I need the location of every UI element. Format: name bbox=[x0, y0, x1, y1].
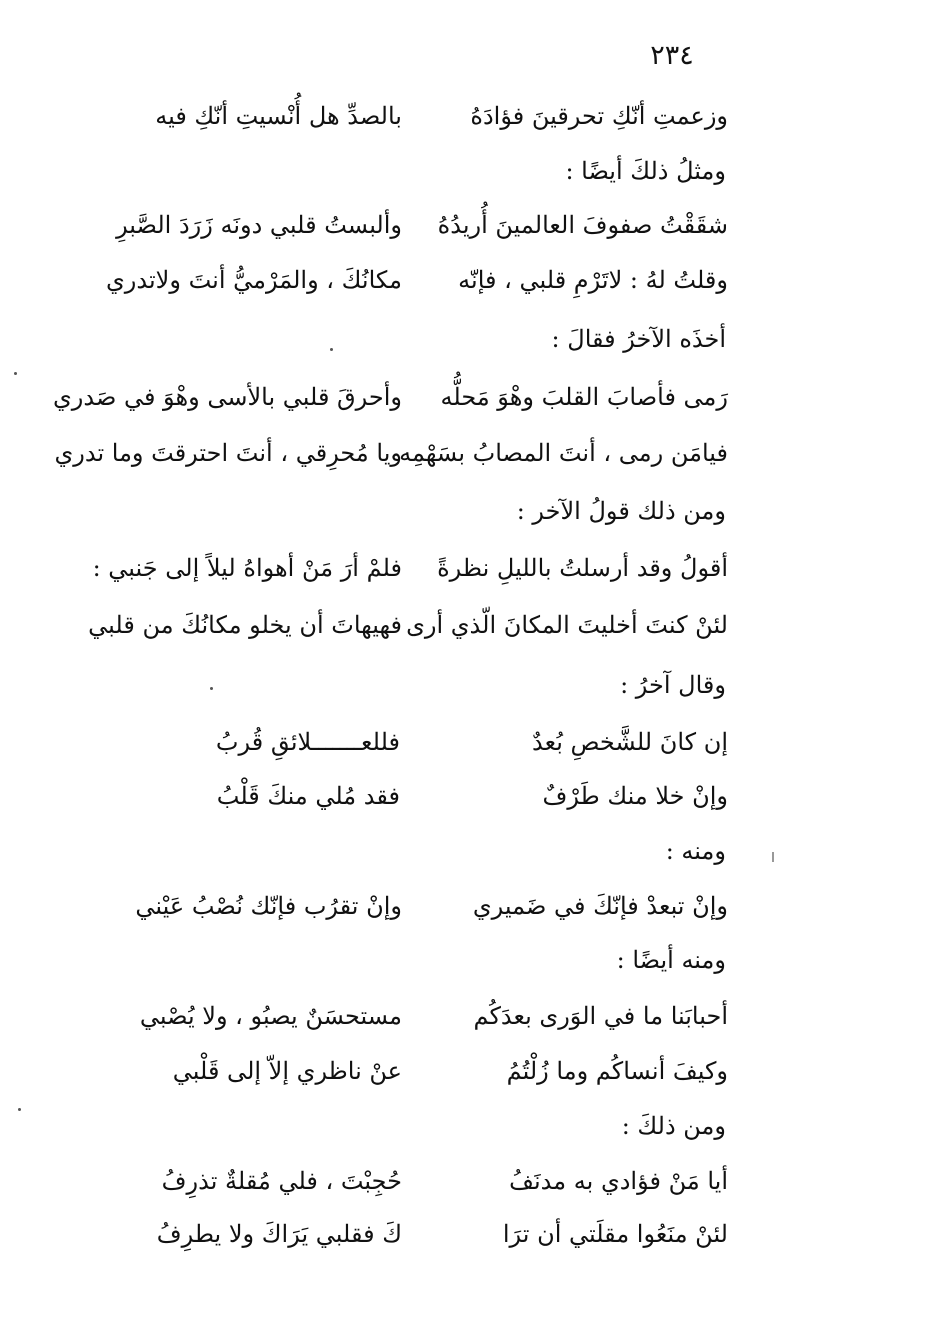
verse-5-second-hemistich: ويا مُحرِقي ، أنتَ احترقتَ وما تدري bbox=[54, 439, 402, 467]
verse-14-second-hemistich: كَ فقلبي يَرَاكَ ولا يطرِفُ bbox=[156, 1220, 402, 1248]
section-heading: أخذَه الآخرُ فقالَ : bbox=[551, 325, 726, 353]
section-heading: ومن ذلكَ : bbox=[621, 1112, 726, 1140]
page-number: ٢٣٤ bbox=[650, 40, 694, 71]
verse-6-second-hemistich: فلمْ أرَ مَنْ أهواهُ ليلاً إلى جَنبي : bbox=[92, 554, 402, 582]
scan-speck bbox=[330, 348, 333, 351]
scan-speck bbox=[772, 852, 774, 862]
verse-14-first-hemistich: لئنْ منَعُوا مقلَتي أن ترَا bbox=[502, 1220, 728, 1248]
section-heading: ومنه أيضًا : bbox=[616, 946, 726, 974]
verse-2-first-hemistich: شقَقْتُ صفوفَ العالمينَ أُريدُهُ bbox=[437, 211, 728, 239]
verse-12-first-hemistich: وكيفَ أنساكُم وما زُلْتُمُ bbox=[506, 1057, 728, 1085]
section-heading: ومثلُ ذلكَ أيضًا : bbox=[565, 157, 726, 185]
verse-12-second-hemistich: عنْ ناظري إلاّ إلى قَلْبي bbox=[172, 1057, 402, 1085]
scan-speck bbox=[14, 372, 17, 375]
verse-1-first-hemistich: وزعمتِ أنّكِ تحرقينَ فؤادَهُ bbox=[470, 102, 728, 130]
scan-speck bbox=[210, 687, 213, 690]
verse-10-second-hemistich: وإنْ تقرُب فإنّك نُصْبُ عَيْني bbox=[135, 892, 402, 920]
section-heading: ومنه : bbox=[665, 837, 726, 865]
verse-1-second-hemistich: بالصدِّ هل أُنْسيتِ أنّكِ فيه bbox=[155, 102, 402, 130]
verse-10-first-hemistich: وإنْ تبعدْ فإنّكَ في ضَميري bbox=[472, 892, 728, 920]
verse-7-first-hemistich: لئنْ كنتَ أخليتَ المكانَ الّذي أرى bbox=[406, 611, 728, 639]
verse-11-first-hemistich: أحبابَنا ما في الوَرى بعدَكُم bbox=[473, 1002, 728, 1030]
verse-8-first-hemistich: إن كانَ للشَّخصِ بُعدٌ bbox=[532, 728, 728, 756]
verse-4-first-hemistich: رَمى فأصابَ القلبَ وهْوَ مَحلُّه bbox=[440, 383, 728, 411]
verse-5-first-hemistich: فيامَن رمى ، أنتَ المصابُ بسَهْمِه bbox=[399, 439, 728, 467]
verse-4-second-hemistich: وأحرقَ قلبي بالأسى وهْوَ في صَدري bbox=[52, 383, 402, 411]
section-heading: ومن ذلك قولُ الآخر : bbox=[516, 497, 726, 525]
verse-6-first-hemistich: أقولُ وقد أرسلتُ بالليلِ نظرةً bbox=[437, 554, 728, 582]
verse-3-second-hemistich: مكانُكَ ، والمَرْميُّ أنتَ ولاتدري bbox=[106, 266, 402, 294]
verse-11-second-hemistich: مستحسَنٌ يصبُو ، ولا يُصْبي bbox=[139, 1002, 402, 1030]
verse-3-first-hemistich: وقلتُ لهُ : لاتَرْمِ قلبي ، فإنّه bbox=[458, 266, 728, 294]
verse-13-first-hemistich: أيا مَنْ فؤادي به مدنَفُ bbox=[509, 1167, 728, 1195]
verse-8-second-hemistich: فللعـــــــلائقِ قُربُ bbox=[215, 728, 400, 756]
section-heading: وقال آخرُ : bbox=[620, 671, 726, 699]
verse-2-second-hemistich: وألبستُ قلبي دونَه زَرَدَ الصَّبرِ bbox=[116, 211, 402, 239]
scan-speck bbox=[18, 1108, 21, 1111]
verse-9-second-hemistich: فقد مُلي منكَ قَلْبُ bbox=[216, 782, 400, 810]
verse-13-second-hemistich: حُجِبْتَ ، فلي مُقلةٌ تذرِفُ bbox=[161, 1167, 402, 1195]
verse-9-first-hemistich: وإنْ خلا منك طَرْفٌ bbox=[542, 782, 728, 810]
verse-7-second-hemistich: فهيهاتَ أن يخلو مكانُكَ من قلبي bbox=[88, 611, 402, 639]
